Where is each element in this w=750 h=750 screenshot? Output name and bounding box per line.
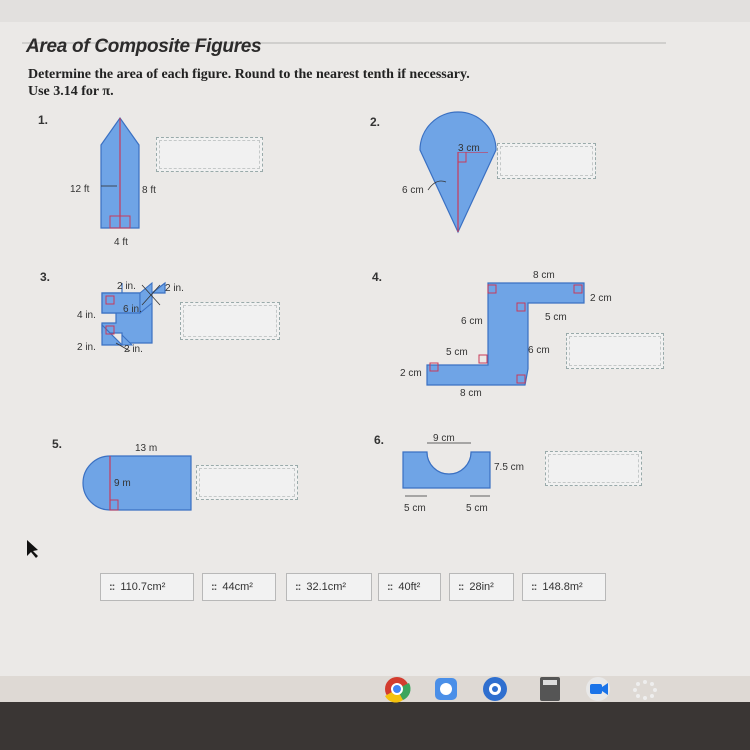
fig6-label-9cm: 9 cm: [433, 433, 455, 444]
fig5-label-9m: 9 m: [114, 478, 131, 489]
question-number-4: 4.: [372, 270, 383, 284]
instructions: Determine the area of each figure. Round to the nearest tenth if necessary. Use 3.14 for π.: [28, 67, 470, 99]
answer-chip-label: 44cm²: [222, 581, 253, 593]
fig3-label-2in-bottom: 2 in.: [124, 344, 143, 355]
launcher-icon[interactable]: [633, 680, 657, 700]
fig2-label-3cm: 3 cm: [458, 143, 480, 154]
drag-handle-icon: ::: [295, 581, 301, 593]
page-title: Area of Composite Figures: [26, 36, 262, 57]
fig3-label-2in-left: 2 in.: [77, 342, 96, 353]
fig6-label-5cm-right: 5 cm: [466, 503, 488, 514]
drag-handle-icon: ::: [211, 581, 217, 593]
question-number-3: 3.: [40, 270, 51, 284]
drag-handle-icon: ::: [387, 581, 393, 593]
fig4-label-8cm-top: 8 cm: [533, 270, 555, 281]
fig4-label-8cm-bottom: 8 cm: [460, 388, 482, 399]
answer-chip-label: 40ft²: [398, 581, 421, 593]
fig4-label-2cm-right: 2 cm: [590, 293, 612, 304]
fig3-label-2in-right: 2 in.: [165, 283, 184, 294]
fig3-label-6in: 6 in.: [123, 304, 142, 315]
fig4-label-5cm-right: 5 cm: [545, 312, 567, 323]
question-number-5: 5.: [52, 437, 63, 451]
chrome-icon[interactable]: [385, 677, 411, 703]
answer-chip-label: 32.1cm²: [306, 581, 347, 593]
fig6-label-7-5cm: 7.5 cm: [494, 462, 525, 473]
calculator-icon[interactable]: [540, 677, 560, 701]
photos-icon[interactable]: [435, 678, 457, 700]
fig5-label-13m: 13 m: [135, 443, 158, 454]
fig1-label-8ft: 8 ft: [142, 185, 156, 196]
answer-chip-label: 110.7cm²: [120, 581, 166, 593]
question-number-2: 2.: [370, 115, 381, 129]
question-number-1: 1.: [38, 113, 49, 127]
fig2-label-6cm: 6 cm: [402, 185, 424, 196]
fig1-label-12ft: 12 ft: [70, 184, 90, 195]
fig4-label-6cm-right: 6 cm: [528, 345, 550, 356]
fig4-label-6cm: 6 cm: [461, 316, 483, 327]
fig3-label-2in-top: 2 in.: [117, 281, 136, 292]
answer-chip-label: 148.8m²: [542, 581, 583, 593]
camera-icon[interactable]: [483, 677, 507, 701]
question-number-6: 6.: [374, 433, 385, 447]
fig1-label-4ft: 4 ft: [114, 237, 128, 248]
fig4-label-2cm-left: 2 cm: [400, 368, 422, 379]
fig4-label-5cm: 5 cm: [446, 347, 468, 358]
answer-chip-label: 28in²: [469, 581, 494, 593]
fig6-label-5cm-left: 5 cm: [404, 503, 426, 514]
drag-handle-icon: ::: [531, 581, 537, 593]
fig3-label-4in: 4 in.: [77, 310, 96, 321]
drag-handle-icon: ::: [458, 581, 464, 593]
meet-icon[interactable]: [586, 677, 610, 701]
drag-handle-icon: ::: [109, 581, 115, 593]
